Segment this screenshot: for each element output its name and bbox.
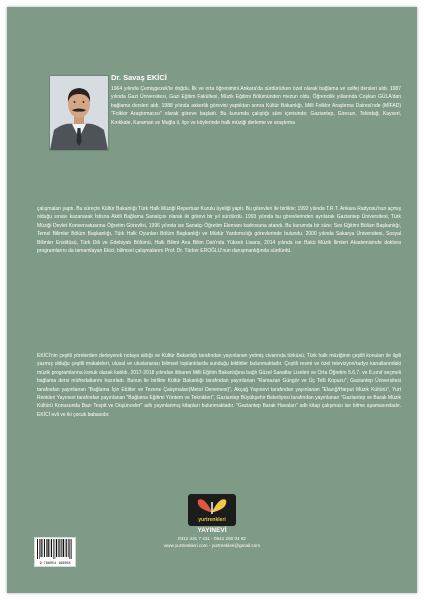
publisher-name: YAYINEVİ [197,527,227,534]
publisher-web: www.yurtrenkleri.com - yurtrenkleri@gmail.com [163,543,261,548]
author-bio-continued: çalışmaları yaptı. Bu süreçte Kültür Bakanlığı Türk Halk Müziği Repertuar Kurulu üyeliği yaptı. Bu görevleri ile birlikte; 1992 yılında T.R.T. Ankara Radyosu'nun açmış olduğu sınavı kazanarak İstisna Akitli Bağlama Sanatçısı olarak iki görevi bir yıl sürdürdü. 1993 yılında bu görevlerinden ayrılarak Gaziantep Üniversitesi, Türk Müziği Devlet Konservatuarına Öğretim Görevlisi, 1996 yılında ise Sanatçı Öğretim Elemanı kadrosuna atandı. Bu kurumda bir süre; Ses Eğitimi Bölüm Başkanlığı, Temel Bilimler Bölüm Başkanlığı, Türk Halk Oyunları Bölüm Başkanlığı ve Müdür Yardımcılığı görevlerinde bulundu. 2000 yılında Sakarya Üniversitesi, Sosyal Bilimler Enstitüsü, Türk Dili ve Edebiyatı Bölümü, Halk Bilimi Ana Bilim Dalı'nda Yüksek Lisans, 2014 yılında ise Bakü Müzik İlimleri Akademisinde doktora programlarını da tamamlayan Ekici; bilimsel çalışmalarını Prof. Dr. Türker EROĞLU'nun danışmanlığında sürdürdü. [37,206,401,255]
author-photo [49,75,109,151]
publisher-phones: 0312 431 7 431 - 0541 250 04 82 [178,536,246,541]
author-name: Dr. Savaş EKİCİ [111,73,167,82]
author-portrait-image [50,76,108,150]
butterfly-icon [188,494,236,518]
isbn-number: 9 786054 196058 [39,562,71,566]
publisher-logo [188,494,236,526]
isbn-barcode [34,537,76,567]
author-works-paragraph: EKİCİ'nin çeşitli yörelerden derleyerek notaya aldığı ve Kültür Bakanlığı tarafından yayınlanan yetmiş civarında türküsü, Türk halk müziğinin çeşitli konuları ile ilgili yazmış olduğu çeşitli makaleleri, ulusal ve uluslararası bilimsel toplantılarda sunduğu bildiriler bulunmaktadır. Çeşitli resmi ve özel televizyon/radyo kanallarındaki müzik programlarına konuk olarak katıldı. 2017-2018 yılından itibaren Milli Eğitim Bakanlığına bağlı Güzel Sanatlar Liseleri ve Orta Öğretim 5.6.7. ve 8.sınıf seçmeli bağlama dersi müfredatlarını hazırladı. Bunun ile birlikte Kültür Bakanlığı tarafından yayınlanan "Ramazan Güngör ve Üç Telli Kopuzu", Gaziantep Üniversitesi tarafından yayınlanan "Bağlama İçin Etütler ve Tezene Çalışmaları(Metot Denemesi)", Akçağ Yayınevi tarafından yayınlanan "Elazığ/Harput Müzik Kültürü", Yurt Renkleri Yayınevi tarafından yayınlanan "Bağlama Eğitimi Yöntem ve Teknikleri", Gaziantep Büyükşehir Belediyesi tarafından yayınlanan "Gaziantep ve Barak Müzik Kültürü Konusunda Bazı Tespit ve Düşünceler" adlı yayınlanmış kitapları bulunmaktadır. "Gaziantep Barak Havaları" adlı kitap çalışması ise bitme aşamasındadır. EKİCİ evli ve iki çocuk babasıdır. [37,353,401,418]
barcode-bars [35,538,75,560]
author-bio-intro: 1964 yılında Çemişgezek'te doğdu. İlk ve orta öğrenimini Ankara'da sürdürürken özel olarak bağlama ve solfej dersleri aldı. 1987 yılında Gazi Üniversitesi, Gazi Eğitim Fakültesi, Müzik Eğitimi Bölümünden mezun oldu. Öğrencilik yıllarında Coşkun GÜLA'dan bağlama dersleri aldı. 1988 yılında askerlik görevini yaptıktan sonra Kültür Bakanlığı, Milli Folklor Araştırma Dairesi'nde (MİFAD) "Folklor Araştırmacısı" olarak göreve başladı. Bu kurumda çalıştığı süre içerisinde; Gaziantep, Giresun, Tekirdağ, Kayseri, Kırıkkale, Karaman ve Muğla il, ilçe ve köylerinde halk müziği derleme ve araştırma [111,86,401,126]
back-cover [7,7,417,593]
logo-wordmark: yurtrenkleri [198,517,226,523]
